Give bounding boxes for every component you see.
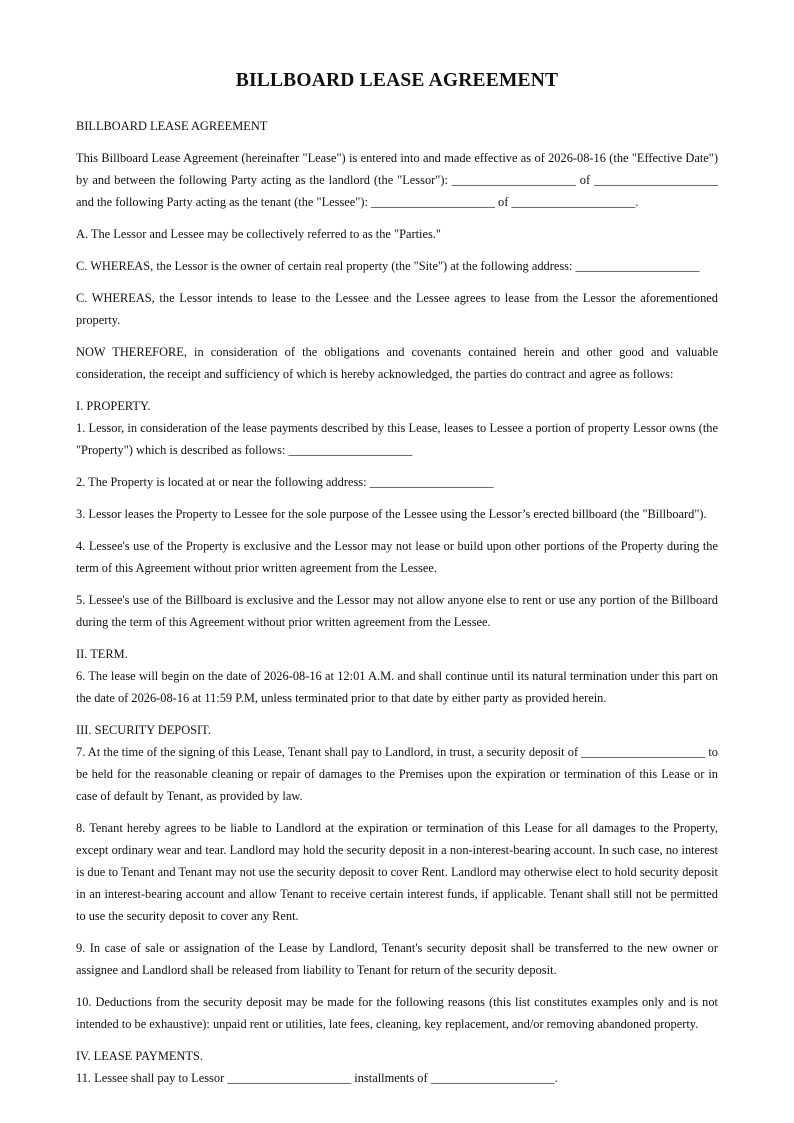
recital-site: C. WHEREAS, the Lessor is the owner of certain real property (the "Site") at the following address: ____________________ [76,259,700,273]
now-therefore-paragraph: NOW THEREFORE, in consideration of the obligations and covenants contained herein and other good and valuable consideration, the receipt and sufficiency of which is hereby acknowledged, the parties do contract and agree as follows: [76,345,718,381]
recital-a: A. The Lessor and Lessee may be collectively referred to as the "Parties." [76,227,441,241]
clause-9: 9. In case of sale or assignation of the Lease by Landlord, Tenant's security deposit shall be transferred to the new owner or assignee and Landlord shall be released from liability to Tenant for return of the security deposit. [76,941,718,977]
document-title: BILLBOARD LEASE AGREEMENT [235,70,559,91]
clause-11: 11. Lessee shall pay to Lessor ____________________ installments of ____________________. [76,1071,558,1085]
section-heading-term: II. TERM. [76,647,128,661]
document-body [76,115,718,1099]
clause-3: 3. Lessor leases the Property to Lessee for the sole purpose of the Lessee using the Lessor’s erected billboard (the "Billboard"). [76,507,707,521]
clause-10: 10. Deductions from the security deposit may be made for the following reasons (this list constitutes examples only and is not intended to be exhaustive): unpaid rent or utilities, late fees, cleaning, key replacement, and/or removing abandoned property. [76,995,718,1031]
subtitle-line: BILLBOARD LEASE AGREEMENT [76,119,268,133]
section-heading-lease-payments: IV. LEASE PAYMENTS. [76,1049,203,1063]
clause-6: 6. The lease will begin on the date of 2026-08-16 at 12:01 A.M. and shall continue until its natural termination under this part on the date of 2026-08-16 at 11:59 P.M, unless terminated prior to that date by either party as provided herein. [76,669,718,705]
clause-5: 5. Lessee's use of the Billboard is exclusive and the Lessor may not allow anyone else to rent or use any portion of the Billboard during the term of this Agreement without prior written agreement from the Lessee. [76,593,718,629]
clause-8: 8. Tenant hereby agrees to be liable to Landlord at the expiration or termination of this Lease for all damages to the Property, except ordinary wear and tear. Landlord may hold the security deposit in a non-interest-bearing account. In such case, no interest is due to Tenant and Tenant may not use the security deposit to cover Rent. Landlord may otherwise elect to hold security deposit in an interest-bearing account and allow Tenant to receive certain interest funds, if applicable. Tenant shall still not be permitted to use the security deposit to cover any Rent. [76,821,718,923]
intro-paragraph: This Billboard Lease Agreement (hereinafter "Lease") is entered into and made effective as of 2026-08-16 (the "Effective Date") by and between the following Party acting as the landlord (the "Lessor"): ____________________ of ____________________ and the following Party acting as the tenant (the "Lessee"): ____________________ of ____________________. [76,151,718,209]
recital-intent: C. WHEREAS, the Lessor intends to lease to the Lessee and the Lessee agrees to lease from the Lessor the aforementioned property. [76,291,718,327]
clause-4: 4. Lessee's use of the Property is exclusive and the Lessor may not lease or build upon other portions of the Property during the term of this Agreement without prior written agreement from the Lessee. [76,539,718,575]
clause-7: 7. At the time of the signing of this Lease, Tenant shall pay to Landlord, in trust, a security deposit of ____________________ to be held for the reasonable cleaning or repair of damages to the Premises upon the expiration or termination of this Lease or in case of default by Tenant, as provided by law. [76,745,718,803]
section-heading-security-deposit: III. SECURITY DEPOSIT. [76,723,211,737]
section-heading-property: I. PROPERTY. [76,399,151,413]
clause-1: 1. Lessor, in consideration of the lease payments described by this Lease, leases to Lessee a portion of property Lessor owns (the "Property") which is described as follows: ____________________ [76,421,718,457]
clause-2: 2. The Property is located at or near the following address: ____________________ [76,475,494,489]
